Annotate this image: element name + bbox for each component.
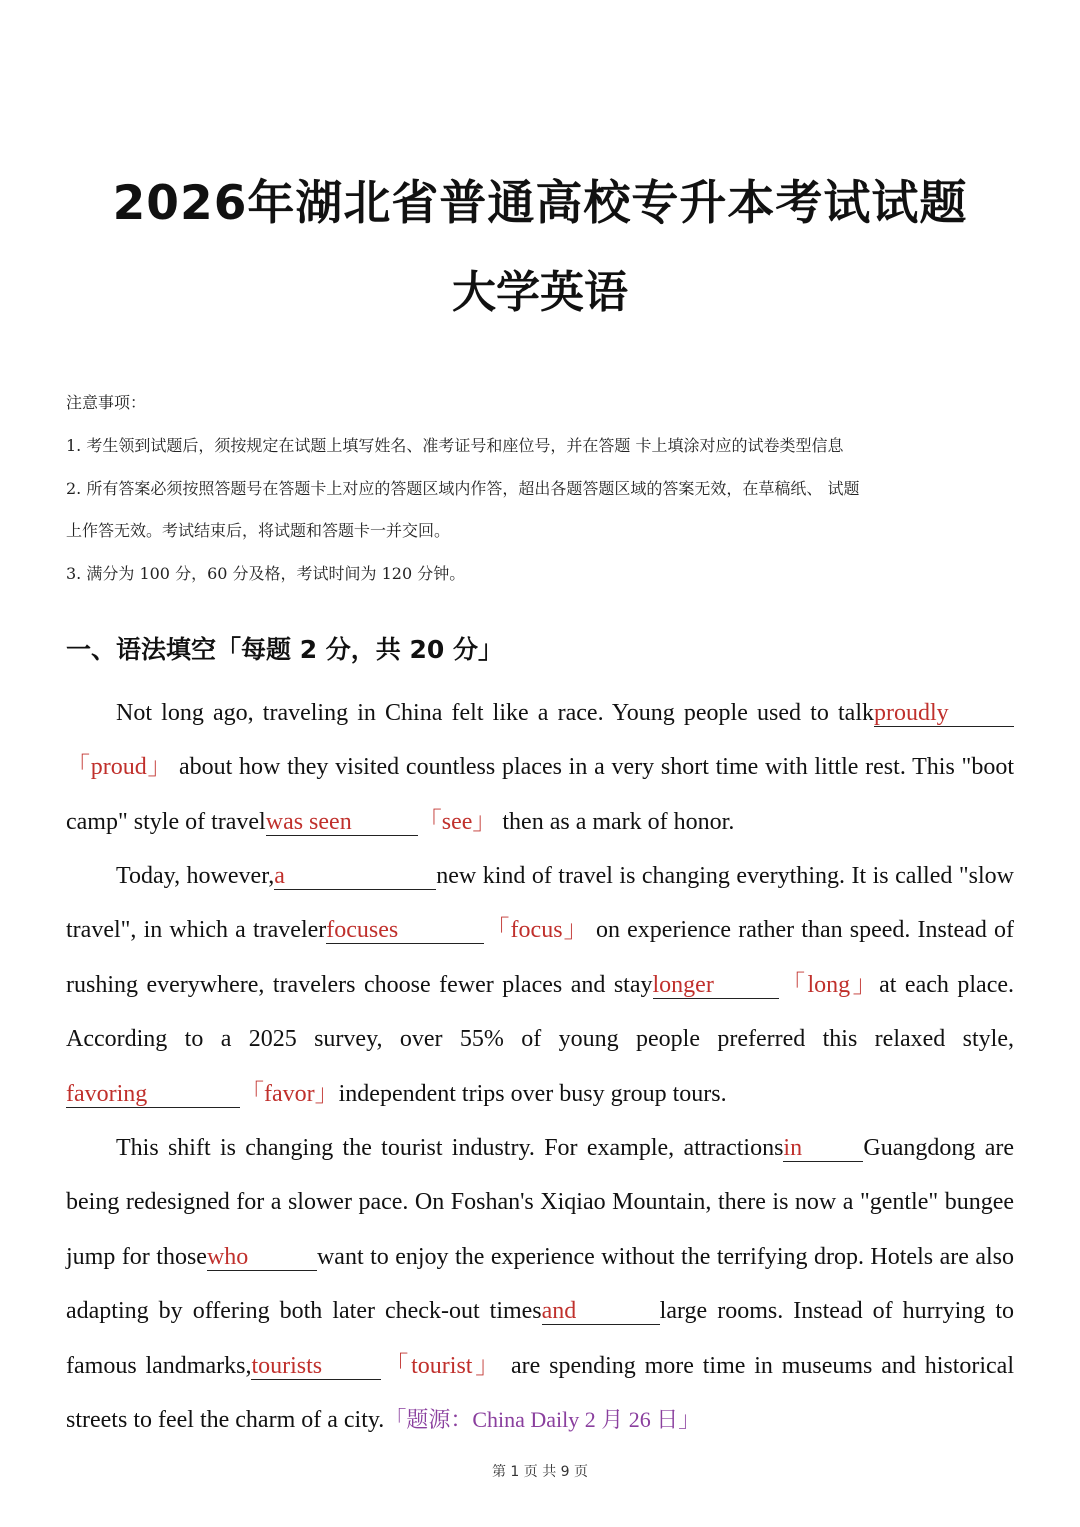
- word-hint: 「tourist」: [381, 1352, 503, 1379]
- passage-text: on experience rather than speed. Instead of rushing everywhere, travelers choose fewer places and stay: [66, 917, 1015, 998]
- passage-text: then as a mark of honor.: [496, 808, 735, 835]
- passage-text: large rooms. Instead of hurrying to famous landmarks,: [66, 1298, 1014, 1379]
- answer-blank: in: [783, 1135, 863, 1162]
- notice-heading: 注意事项：: [66, 393, 147, 412]
- source-citation: 「题源：China Daily 2 月 26 日」: [384, 1407, 701, 1433]
- word-hint: 「focus」: [484, 917, 589, 944]
- answer-blank: was seen: [266, 809, 418, 836]
- passage-text: new kind of travel is changing everything. It is called "slow travel", in which a traveler: [66, 863, 1014, 944]
- notice-item-3: 3. 满分为 100 分，60 分及格，考试时间为 120 分钟。: [66, 564, 466, 583]
- answer-blank: focuses: [326, 917, 484, 944]
- passage-text: at each place. According to a 2025 survey, over 55% of young people preferred this relaxed style,: [66, 971, 1015, 1053]
- passage-text: are spending more time in museums and historical streets to feel the charm of a city.: [66, 1352, 1015, 1434]
- exam-title: 2026年湖北省普通高校专升本考试试题: [112, 176, 968, 231]
- notice-item-2-cont: 上作答无效。考试结束后，将试题和答题卡一并交回。: [66, 521, 451, 540]
- word-hint: 「favor」: [240, 1080, 339, 1107]
- notice-item-2: 2. 所有答案必须按照答题号在答题卡上对应的答题区域内作答，超出各题答题区域的答案无效，在草稿纸、 试题: [66, 479, 860, 498]
- answer-blank: a: [274, 863, 436, 890]
- passage-paragraph-3: [66, 1121, 1014, 1447]
- passage-paragraph-1: [66, 686, 1014, 849]
- answer-blank: proudly: [874, 700, 1014, 727]
- word-hint: 「proud」: [66, 754, 173, 781]
- notice-item-1: 1. 考生领到试题后，须按规定在试题上填写姓名、准考证号和座位号，并在答题 卡上填涂对应的试卷类型信息: [66, 436, 844, 455]
- passage-text: Not long ago, traveling in China felt like a race. Young people used to talk: [116, 700, 874, 726]
- passage-paragraph-2: [66, 849, 1014, 1121]
- page-number: 第 1 页 共 9 页: [491, 1464, 589, 1480]
- passage-text: Guangdong are being redesigned for a slower pace. On Foshan's Xiqiao Mountain, there is now a "gentle" bungee jump for those: [66, 1135, 1014, 1270]
- passage-text: This shift is changing the tourist industry. For example, attractions: [116, 1135, 784, 1161]
- passage-text: about how they visited countless places in a very short time with little rest. This "boot camp" style of travel: [66, 754, 1015, 835]
- word-hint: 「see」: [417, 808, 497, 835]
- answer-blank: favoring: [66, 1081, 240, 1108]
- word-hint: 「long」: [778, 971, 880, 998]
- answer-blank: longer: [653, 972, 779, 999]
- exam-subject: 大学英语: [452, 267, 628, 318]
- passage-text: Today, however,: [116, 863, 275, 889]
- answer-blank: who: [207, 1244, 317, 1271]
- section-heading: 一、语法填空「每题 2 分，共 20 分」: [66, 635, 504, 664]
- passage-text: independent trips over busy group tours.: [338, 1080, 727, 1107]
- answer-blank: tourists: [251, 1353, 381, 1380]
- answer-blank: and: [542, 1298, 660, 1325]
- passage-text: want to enjoy the experience without the terrifying drop. Hotels are also adapting by offering both later check-out times: [66, 1243, 1015, 1325]
